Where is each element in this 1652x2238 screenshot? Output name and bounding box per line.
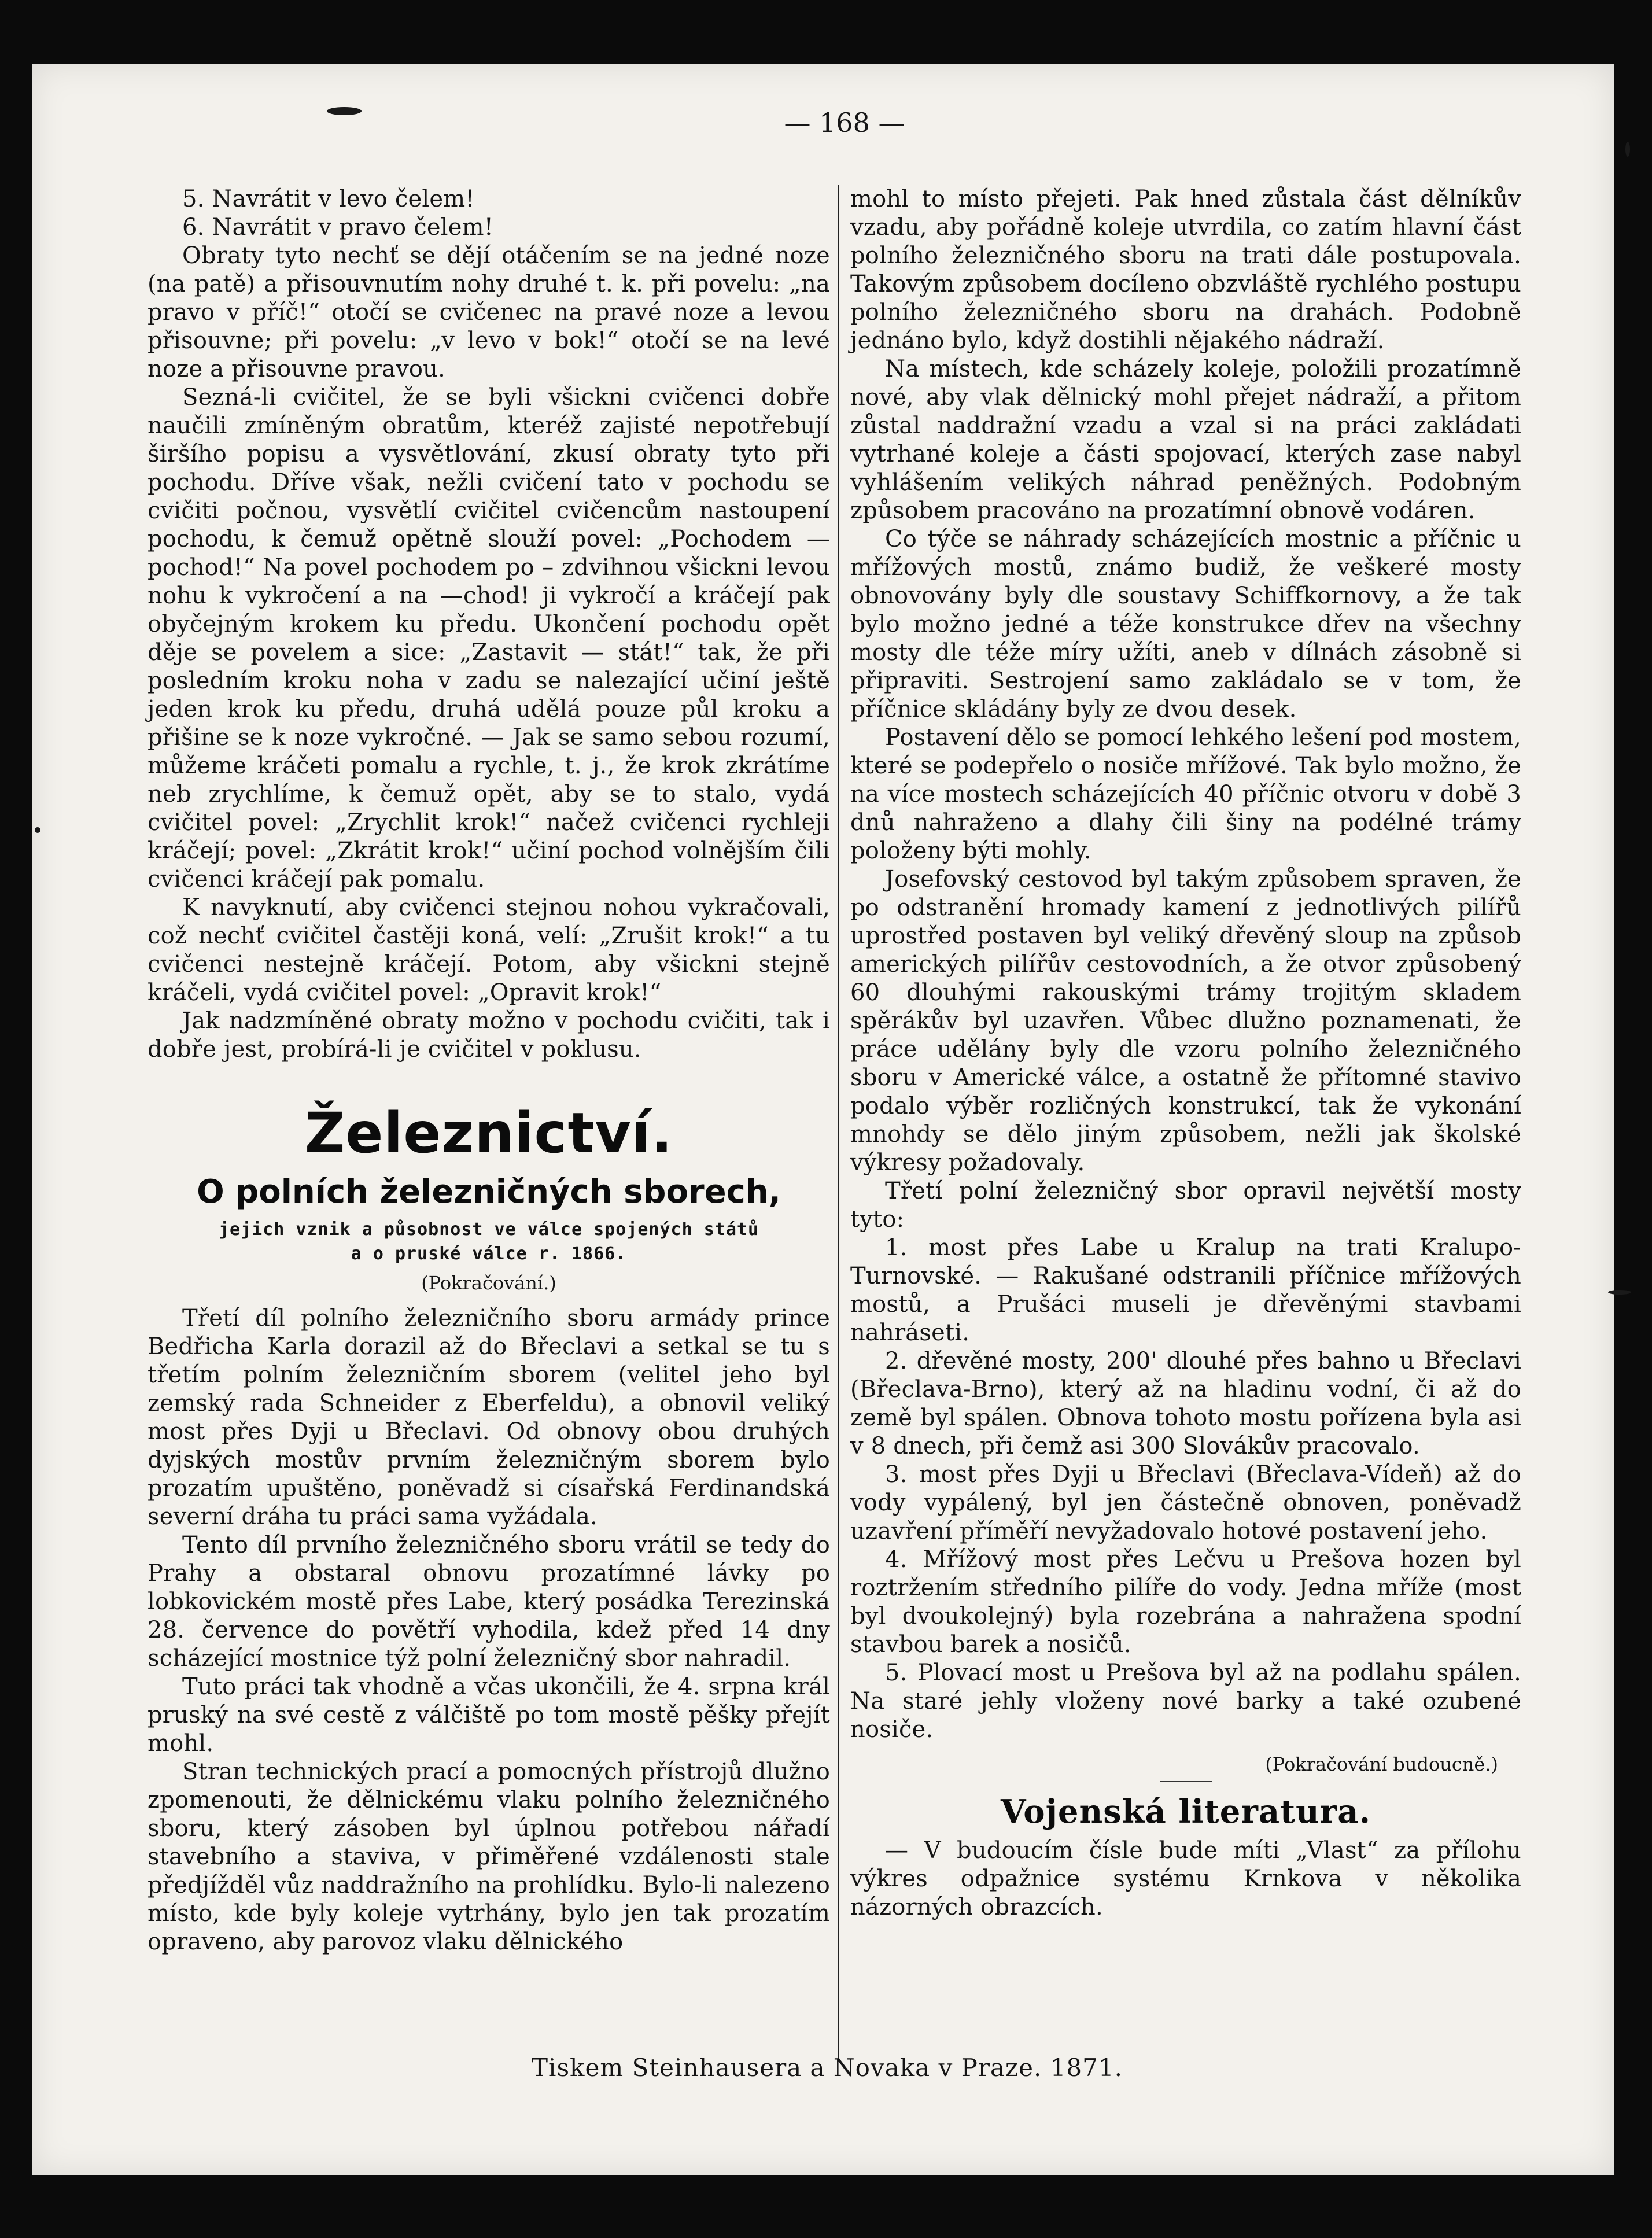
paragraph: Třetí polní železničný sbor opravil největší mosty tyto: — [850, 1178, 1521, 1233]
paragraph: K navyknutí, aby cvičenci stejnou nohou vykračovali, což nechť cvičitel častěji koná, velí: „Zrušit krok!“ a tu cvičenci nestejně kráčejí. Potom, aby všickni stejně kráčeli, vydá cvičitel povel: „Opravit krok!“ — [148, 894, 830, 1006]
article-subtitle: jejich vznik a působnost ve válce spojených států — [218, 1219, 759, 1240]
paragraph: Tuto práci tak vhodně a včas ukončili, že 4. srpna král pruský na své cestě z válčiště po tom mostě pěšky přejít mohl. — [148, 1673, 830, 1757]
paragraph: Jak nadzmíněné obraty možno v pochodu cvičiti, tak i dobře jest, probírá-li je cvičitel v poklusu. — [148, 1008, 830, 1063]
ink-blot — [1608, 1290, 1631, 1295]
column-divider — [838, 185, 839, 2059]
section-title: Železnictví. — [304, 1101, 673, 1166]
paragraph: — V budoucím čísle bude míti „Vlast“ za přílohu výkres odpažnice systému Krnkova v několika názorných obrazcích. — [850, 1837, 1521, 1920]
paragraph: mohl to místo přejeti. Pak hned zůstala část dělníkův vzadu, aby pořádně koleje utvrdila, co zatím hlavní část polního železničného sboru na trati dále postupovala. Takovým způsobem docíleno obzvláště rychlého postupu polního železničného sboru na drahách. Podobně jednáno bylo, když dostihli nějakého nádraží. — [850, 186, 1521, 354]
ink-blot — [35, 827, 40, 833]
divider — [1160, 1781, 1212, 1782]
paragraph: Stran technických prací a pomocných přístrojů dlužno zpomenouti, že dělnickému vlaku polního železničného sboru, který zásoben byl úplnou potřebou nářadí stavebního a staviva, v přiměřené vzdálenosti stale předjížděl vůz naddražního na prohlídku. Bylo-li nalezeno místo, kde byly koleje vytrhány, bylo jen tak prozatím opraveno, aby parovoz vlaku dělnického — [148, 1758, 830, 1955]
paragraph: Tento díl prvního železničného sboru vrátil se tedy do Prahy a obstaral obnovu prozatímné lávky po lobkovickém mostě přes Labe, který posádka Terezinská 28. července do povětří vyhodila, kdež před 14 dny scházející mostnice týž polní železničný sbor nahradil. — [148, 1532, 830, 1672]
list-item: 4. Mřížový most přes Lečvu u Prešova hozen byl roztržením středního pilíře do vody. Jedna mříže (most byl dvoukolejný) byla rozebrána a nahražena spodní stavbou barek a nosičů. — [850, 1546, 1521, 1658]
right-column — [850, 185, 1521, 1922]
list-item: 1. most přes Labe u Kralup na trati Kralupo-Turnovské. — Rakušané odstranili příčnice mřížových mostů, a Prušáci museli je dřevěnými stavbami nahráseti. — [850, 1234, 1521, 1346]
continuation-note: (Pokračování budoucně.) — [1265, 1753, 1498, 1775]
paragraph: Na místech, kde scházely koleje, položili prozatímně nové, aby vlak dělnický mohl přejet nádraží, a přitom zůstal naddražní vzadu a vzal si na práci zakládati vytrhané koleje a části spojovací, kterých zase nabyl vyhlášením velikých náhrad peněžných. Podobným způsobem pracováno na prozatímní obnově vodáren. — [850, 356, 1521, 524]
paragraph: Sezná-li cvičitel, že se byli všickni cvičenci dobře naučili zmíněným obratům, kteréž zajisté nepotřebují širšího popisu a vysvětlování, zkusí obraty tyto při pochodu. Dříve však, nežli cvičení tato v pochodu se cvičiti počnou, vysvětlí cvičitel cvičencům nastoupení pochodu, k čemuž opětně slouží povel: „Pochodem — pochod!“ Na povel pochodem po – zdvihnou všickni levou nohu k vykročení a na —chod! ji vykročí a kráčejí pak obyčejným krokem ku předu. Ukončení pochodu opět děje se povelem a sice: „Zastavit — stát!“ tak, že při posledním kroku noha v zadu se nalezající učiní ještě jeden krok ku předu, druhá udělá pouze půl kroku a přišine se k noze vykročné. — Jak se samo sebou rozumí, můžeme kráčeti pomalu a rychle, t. j., že krok zkrátíme neb zrychlíme, k čemuž opět, aby se to stalo, vydá cvičitel povel: „Zrychlit krok!“ načež cvičenci rychleji kráčejí; povel: „Zkrátit krok!“ učiní pochod volnějším čili cvičenci kráčejí pak pomalu. — [148, 384, 830, 893]
paragraph: Josefovský cestovod byl takým způsobem spraven, že po odstranění hromady kamení z jednotlivých pilířů uprostřed postaven byl veliký dřevěný sloup na způsob amerických pilířův cestovodních, a že otvor způsobený 60 dlouhými rakouskými trámy trojitým skladem spěrákův byl uzavřen. Vůbec dlužno poznamenati, že práce udělány byly dle vzoru polního železničného sboru v Americké válce, a ostatně že přítomné stavivo podalo výběr rozličných konstrukcí, tak že vykonání mnohdy se dělo jiným způsobem, nežli jak školské výkresy požadovaly. — [850, 866, 1521, 1176]
ink-blot — [327, 107, 362, 115]
literature-title: Vojenská literatura. — [1000, 1793, 1371, 1831]
list-item: 3. most přes Dyji u Břeclavi (Břeclava-Vídeň) až do vody vypálený, byl jen částečně obnoven, poněvadž uzavření příměří nevyžadovalo hotové postavení jeho. — [850, 1461, 1521, 1544]
list-item: 2. dřevěné mosty, 200' dlouhé přes bahno u Břeclavi (Břeclava-Brno), který až na hladinu vodní, či až do země byl spálen. Obnova tohoto mostu pořízena byla asi v 8 dnech, při čemž asi 300 Slovákův pracovalo. — [850, 1348, 1521, 1459]
paragraph: Obraty tyto nechť se dějí otáčením se na jedné noze (na patě) a přisouvnutím nohy druhé t. k. při povelu: „na pravo v příč!“ otočí se cvičenec na pravé noze a levou přisouvne; při povelu: „v levo v bok!“ otočí se na levé noze a přisouvne pravou. — [148, 242, 830, 382]
paragraph: Postavení dělo se pomocí lehkého lešení pod mostem, které se podepřelo o nosiče mřížové. Tak bylo možno, že na více mostech scházejících 40 příčnic otvoru v době 3 dnů nahraženo a dlahy čili šiny na podélné trámy položeny býti mohly. — [850, 724, 1521, 864]
article-subtitle: a o pruské válce r. 1866. — [351, 1244, 627, 1264]
page-number: — 168 — — [784, 107, 905, 138]
continuation-note: (Pokračování.) — [421, 1272, 556, 1294]
article-title: O polních železničných sborech, — [197, 1173, 781, 1211]
list-item: 5. Plovací most u Prešova byl až na podlahu spálen. Na staré jehly vloženy nové barky a také ozubené nosiče. — [850, 1660, 1521, 1743]
paragraph: Co týče se náhrady scházejících mostnic a příčnic u mřížových mostů, známo budiž, že veškeré mosty obnovovány byly dle soustavy Schiffkornovy, a že tak bylo možno jedné a téže konstrukce dřev na všechny mosty dle téže míry užíti, aneb v dílnách zásobně si připraviti. Sestrojení samo zakládalo se v tom, že příčnice skládány byly ze dvou desek. — [850, 526, 1521, 722]
printer-footer: Tiskem Steinhausera a Novaka v Praze. 1871. — [532, 2053, 1123, 2082]
list-item: 6. Navrátit v pravo čelem! — [182, 214, 493, 241]
ink-blot — [1625, 142, 1630, 157]
paragraph: Třetí díl polního železničního sboru armády prince Bedřicha Karla dorazil až do Břeclavi a setkal se tu s třetím polním železničním sborem (velitel jeho byl zemský rada Schneider z Eberfeldu), a obnovil veliký most přes Dyji u Břeclavi. Od obnovy obou druhých dyjských mostův prvním železničným sborem bylo prozatím upuštěno, poněvadž si císařská Ferdinandská severní dráha tu práci sama vyžádala. — [148, 1305, 830, 1530]
left-column — [148, 185, 830, 1956]
list-item: 5. Navrátit v levo čelem! — [182, 186, 475, 212]
